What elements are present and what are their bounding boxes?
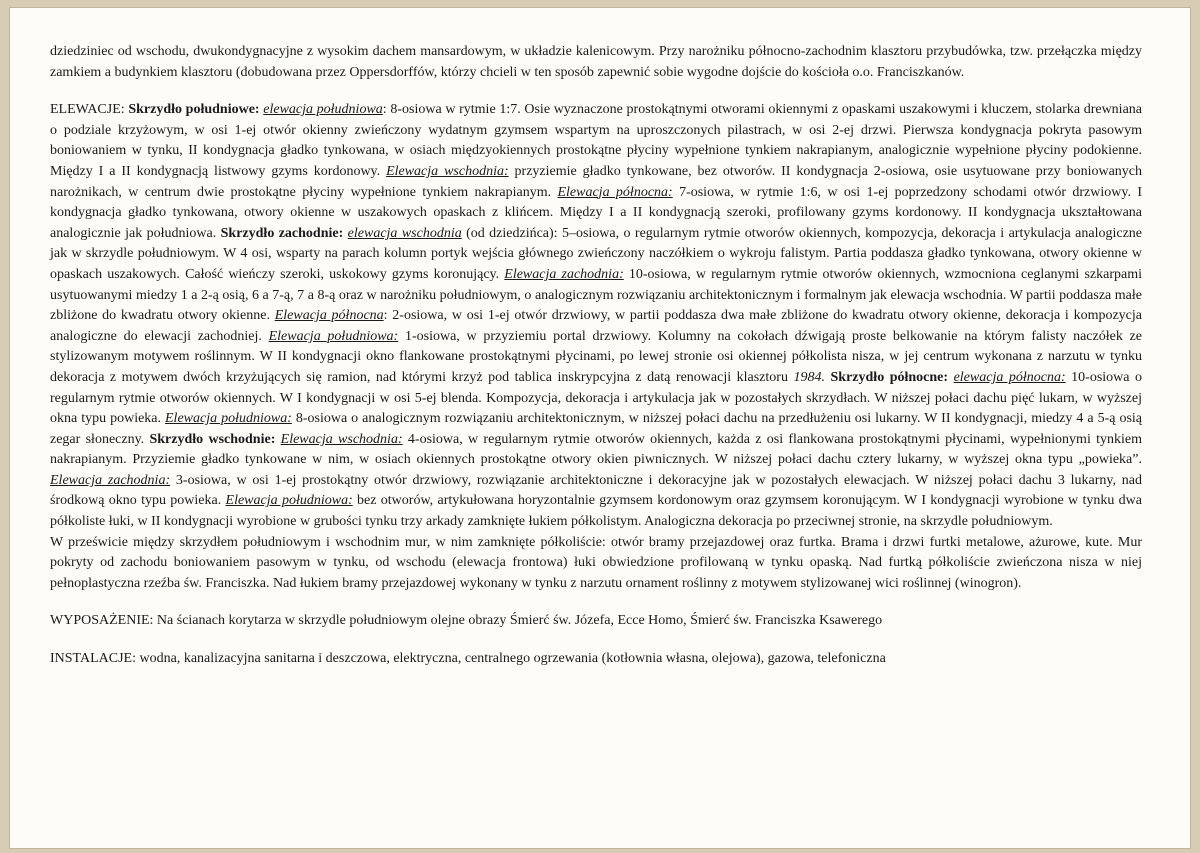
text-run: (od dziedzińca): 5–osiowa, o regularnym rytmie otworów okiennych, kompozycja, dekoracja i artykulacja analogiczne jak w skrzydle południowym. W 4 osi, wsparty na parach kolumn portyk wejścia głównego zwieńczony naczółkiem o wykroju falistym. Partia poddasza gładko tynkowana, otwory okienne w opaskach uszakowych. Całość wieńczy szeroki, uskokowy gzyms koronujący. [50, 225, 1142, 282]
label-west-wing-west-elevation: Elewacja zachodnia: [504, 266, 624, 282]
label-east-wing-west-elevation: Elewacja zachodnia: [50, 472, 171, 488]
label-north-wing-south-elevation: Elewacja południowa: [165, 411, 292, 427]
text-run: WYPOSAŻENIE: Na ścianach korytarza w skrzydle południowym olejne obrazy Śmierć św. Józefa, Ecce Homo, Śmierć św. Franciszka Ksawerego [50, 613, 883, 629]
label-south-wing-north-elevation: Elewacja północna: [557, 184, 673, 200]
heading-north-wing: Skrzydło północne: [830, 369, 954, 385]
text-run: dziedziniec od wschodu, dwukondygnacyjne z wysokim dachem mansardowym, w układzie kalenicowym. Przy narożniku północno-zachodnim klasztoru przybudówka, tzw. przełączka między zamkiem a budynkiem klasztoru (dobudowana przez Oppersdorffów, którzy chcieli w ten sposób zapewnić sobie wygodne dojście do kościoła o.o. Franciszkanów. [50, 44, 1142, 80]
text-run: 8-osiowa o analogicznym rozwiązaniu architektonicznym, w niższej połaci dachu na przedłużeniu osi lukarny. W II kondygnacji, miedzy 4 a 5-ą osią zegar słoneczny. [50, 411, 1142, 447]
label-west-wing-south-elevation: Elewacja południowa: [268, 328, 399, 344]
document-body [50, 42, 1142, 670]
label-south-wing-south-elevation: elewacja południowa [263, 102, 383, 118]
text-run: 1-osiowa, w przyziemiu portal drzwiowy. Kolumny na cokołach dźwigają proste belkowanie na którym falisty naczółek ze stylizowanym motywem roślinnym. W II kondygnacji okno flankowane prostokątnymi płycinami, po lewej stronie osi okiennej półkolista nisza, w jej centrum wykonana z narzutu w tynku dekoracja z motywem dwóch krzyżujących się ramion, nad którymi krzyż pod tablica inskrypcyjna z datą renowacji klasztoru [50, 328, 1142, 385]
text-run: 7-osiowa, w rytmie 1:6, w osi 1-ej poprzedzony schodami otwór drzwiowy. I kondygnacja gładko tynkowana, otwory okienne w uszakowych opaskach z klińcem. Między I a II kondygnacją szeroki, profilowany gzyms kordonowy. II kondygnacja ukształtowana analogicznie jak południowa. [50, 184, 1142, 241]
document-page [10, 8, 1190, 848]
label-east-wing-south-elevation: Elewacja południowa: [225, 493, 353, 509]
text-run: 3-osiowa, w osi 1-ej prostokątny otwór drzwiowy, rozwiązanie architektoniczne i dekoracyjne jak w pozostałych elewacjach. W niższej połaci dachu 3 lukarny, nad środkową okno typu powieka. [50, 472, 1142, 509]
renovation-year: 1984. [793, 369, 825, 385]
label-north-wing-north-elevation: elewacja północna: [953, 369, 1066, 385]
label-west-wing-north-elevation: Elewacja północna [274, 308, 384, 324]
text-run: przyziemie gładko tynkowane, bez otworów. II kondygnacja 2-osiowa, osie usytuowane przy boniowanych narożnikach, w centrum dwie prostokątne płyciny wypełnione tynkiem nakrapianym. [50, 163, 1143, 200]
paragraph-elevations [50, 100, 1142, 532]
text-run: : 2-osiowa, w osi 1-ej otwór drzwiowy, w partii poddasza dwa małe zbliżone do kwadratu otwory okienne, dekoracja i kompozycja analogiczne do elewacji zachodniej. [50, 308, 1142, 344]
text-run: ELEWACJE: [50, 102, 129, 118]
heading-east-wing: Skrzydło wschodnie: [149, 431, 281, 447]
text-run: INSTALACJE: wodna, kanalizacyjna sanitarna i deszczowa, elektryczna, centralnego ogrzewania (kotłownia własna, olejowa), gazowa, telefoniczna [50, 651, 886, 667]
paragraph-wall-gate [50, 533, 1142, 595]
text-run: 10-osiowa, w regularnym rytmie otworów okiennych, wzmocniona ceglanymi szkarpami usytuowanymi miedzy 1 a 2-ą osią, 6 a 7-ą, 7 a 8-ą oraz w narożniku południowym, o analogicznym rozwiązaniu architektonicznym i formalnym jak elewacja wschodnia. W partii poddasza małe zbliżone do kwadratu otwory okienne. [50, 266, 1142, 324]
paragraph-furnishings [50, 611, 1142, 632]
text-run: bez otworów, artykułowana horyzontalnie gzymsem kordonowym oraz gzymsem koronującym. W I kondygnacji wyrobione w tynku dwa półkoliste łuki, w II kondygnacji wyrobione w grubości tynku trzy arkady zamknięte łukiem półkolistym. Analogiczna dekoracja po przeciwnej stronie, na skrzydle południowym. [50, 493, 1142, 530]
paragraph-courtyard [50, 42, 1142, 83]
text-run: W prześwicie między skrzydłem południowym i wschodnim mur, w nim zamknięte półkoliście: otwór bramy przejazdowej oraz furtka. Brama i drzwi furtki metalowe, ażurowe, kute. Mur pokryty od zachodu boniowaniem pasowym w tynku, od wschodu (elewacja frontowa) łuki obwiedzione profilowaną w tynku opaską. Nad furtką półkoliście zwieńczona nisza w niej pełnoplastyczna rzeźba św. Franciszka. Nad łukiem bramy przejazdowej wykonany w tynku z narzutu ornament roślinny z motywem stylizowanej wici roślinnej (winogron). [50, 534, 1142, 591]
heading-south-wing: Skrzydło południowe: [128, 102, 264, 118]
text-run: : 8-osiowa w rytmie 1:7. Osie wyznaczone prostokątnymi otworami okiennymi z opaskami uszakowymi i kluczem, stolarka drewniana o podziale krzyżowym, w osi 1-ej otwór okienny zwieńczony wydatnym gzymsem wspartym na uproszczonych pilastrach, w osi 2-ej drzwi. Pierwsza kondygnacja pokryta pasowym boniowaniem w tynku, II kondygnacja gładko tynkowana, w osiach międzyokiennych prostokątne płyciny wypełnione tynkiem nakrapianym, analogicznie wypełnione płyciny podokienne. Między I a II kondygnacją listwowy gzyms kordonowy. [50, 102, 1142, 179]
heading-west-wing: Skrzydło zachodnie: [220, 225, 348, 241]
label-west-wing-east-elevation: elewacja wschodnia [347, 225, 462, 241]
paragraph-installations [50, 649, 1142, 670]
text-run: 4-osiowa, w regularnym rytmie otworów okiennych, każda z osi flankowana prostokątnymi płycinami, wypełnionymi tynkiem nakrapianym. Przyziemie gładko tynkowane w nim, w osiach okiennych prostokątne otwory okien piwnicznych. W niższej połaci dachu cztery lukarny, w wyższej okna typu „powieka”. [50, 431, 1143, 468]
text-run: 10-osiowa o regularnym rytmie otworów okiennych. W I kondygnacji w osi 5-ej blenda. Kompozycja, dekoracja i artykulacja jak w pozostałych skrzydłach. W niższej połaci dachu pięć lukarn, w wyższej okna typu powieka. [50, 369, 1143, 427]
label-east-wing-east-elevation: Elewacja wschodnia: [280, 431, 403, 447]
label-south-wing-east-elevation: Elewacja wschodnia: [386, 163, 509, 179]
